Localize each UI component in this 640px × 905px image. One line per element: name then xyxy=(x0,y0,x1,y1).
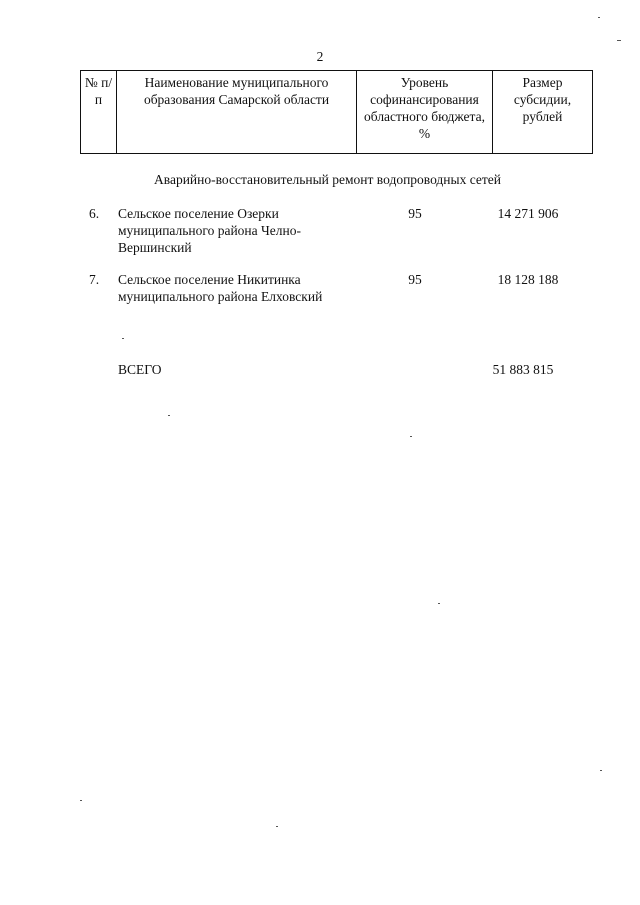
scan-speck xyxy=(617,40,621,41)
total-label: ВСЕГО xyxy=(118,362,162,377)
scan-speck xyxy=(438,603,440,604)
header-table xyxy=(80,70,593,154)
header-row xyxy=(81,71,593,154)
scan-speck xyxy=(600,770,602,771)
scan-speck xyxy=(598,17,600,18)
row-level: 95 xyxy=(408,206,422,221)
scan-speck xyxy=(122,338,124,339)
row-amount: 14 271 906 xyxy=(497,206,559,221)
header-number: № п/п xyxy=(81,71,117,154)
scan-speck xyxy=(168,415,170,416)
row-number: 6. xyxy=(89,206,100,221)
row-name: Сельское поселение Никитинка муниципального района Елховский xyxy=(118,272,323,304)
row-name: Сельское поселение Озерки муниципального района Челно-Вершинский xyxy=(118,206,302,255)
header-level: Уровень софинансирования областного бюджета, % xyxy=(357,71,493,154)
total-amount: 51 883 815 xyxy=(492,362,554,377)
header-amount: Размер субсидии, рублей xyxy=(493,71,593,154)
row-number: 7. xyxy=(89,272,100,287)
scan-speck xyxy=(80,800,82,801)
scan-speck xyxy=(410,436,412,437)
row-amount: 18 128 188 xyxy=(497,272,559,287)
header-name: Наименование муниципального образования Самарской области xyxy=(117,71,357,154)
row-level: 95 xyxy=(408,272,422,287)
scan-speck xyxy=(276,826,278,827)
page-number: 2 xyxy=(316,49,324,64)
section-title: Аварийно-восстановительный ремонт водопроводных сетей xyxy=(154,172,501,187)
